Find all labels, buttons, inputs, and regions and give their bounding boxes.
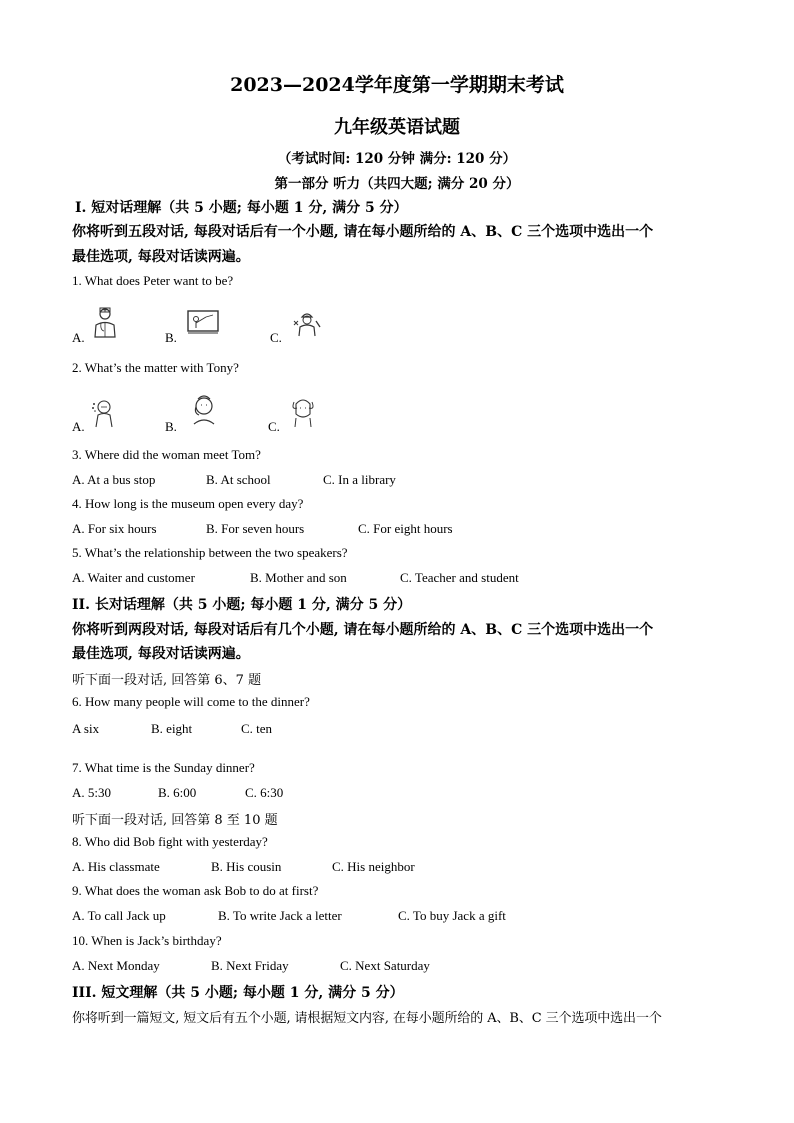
q9-option-b: B. To write Jack a letter [218,908,342,923]
section2-instructions-line1: 你将听到两段对话, 每段对话后有几个小题, 请在每小题所给的 A、B、C 三个选项中选出一个 [72,622,654,638]
question-6: 6. How many people will come to the dinner? [72,694,310,709]
question-1: 1. What does Peter want to be? [72,273,234,288]
q6-option-c: C. ten [241,721,273,736]
q10-option-a: A. Next Monday [72,958,160,973]
q7-option-b: B. 6:00 [158,785,197,800]
question-3: 3. Where did the woman meet Tom? [72,447,261,462]
question-7: 7. What time is the Sunday dinner? [72,760,255,775]
section1-instructions-line1: 你将听到五段对话, 每段对话后有一个小题, 请在每小题所给的 A、B、C 三个选项中选出一个 [72,224,654,240]
section1-heading: Ⅰ. 短对话理解（共 5 小题; 每小题 1 分, 满分 5 分） [75,200,408,216]
q9-option-c: C. To buy Jack a gift [398,908,506,923]
q6-option-a: A six [72,721,100,736]
q5-option-c: C. Teacher and student [400,570,519,585]
question-2: 2. What’s the matter with Tony? [72,360,239,375]
q1-option-c: C. [270,330,282,345]
question-4: 4. How long is the museum open every day? [72,496,304,511]
teacher-icon [186,309,220,335]
q8-option-a: A. His classmate [72,859,160,874]
exam-info: （考试时间: 120 分钟 满分: 120 分） [277,151,517,167]
q5-option-b: B. Mother and son [250,570,347,585]
cough-icon [90,398,118,428]
q7-option-a: A. 5:30 [72,785,111,800]
q6-option-b: B. eight [151,721,193,736]
q9-option-a: A. To call Jack up [72,908,166,923]
q5-option-a: A. Waiter and customer [72,570,195,585]
q8-option-b: B. His cousin [211,859,282,874]
question-8: 8. Who did Bob fight with yesterday? [72,834,268,849]
engineer-icon [292,309,322,337]
section2-instructions-line2: 最佳选项, 每段对话读两遍。 [72,646,250,662]
q4-option-c: C. For eight hours [358,521,453,536]
q2-option-b: B. [165,419,177,434]
headache-icon [288,394,318,428]
q10-option-c: C. Next Saturday [340,958,430,973]
exam-title: 2023—2024学年度第一学期期末考试 [230,74,564,96]
q4-option-b: B. For seven hours [206,521,305,536]
q1-option-a: A. [72,330,85,345]
q7-option-c: C. 6:30 [245,785,284,800]
q4-option-a: A. For six hours [72,521,157,536]
doctor-icon [90,306,120,338]
q8-option-c: C. His neighbor [332,859,415,874]
q2-option-a: A. [72,419,85,434]
section2-heading: II. 长对话理解（共 5 小题; 每小题 1 分, 满分 5 分） [72,597,412,613]
section2-intro-2: 听下面一段对话, 回答第 8 至 10 题 [72,813,278,828]
question-5: 5. What’s the relationship between the two speakers? [72,545,348,560]
exam-subtitle: 九年级英语试题 [334,117,460,138]
q3-option-a: A. At a bus stop [72,472,156,487]
part-one-heading: 第一部分 听力（共四大题; 满分 20 分） [274,176,520,192]
toothache-icon [190,393,218,425]
section3-instructions-line1: 你将听到一篇短文, 短文后有五个小题, 请根据短文内容, 在每小题所给的 A、B、C 三个选项中选出一个 [72,1011,662,1026]
q3-option-b: B. At school [206,472,271,487]
section3-heading: III. 短文理解（共 5 小题; 每小题 1 分, 满分 5 分） [72,985,404,1001]
q1-option-b: B. [165,330,177,345]
question-10: 10. When is Jack’s birthday? [72,933,222,948]
q10-option-b: B. Next Friday [211,958,289,973]
section1-instructions-line2: 最佳选项, 每段对话读两遍。 [72,249,250,265]
question-9: 9. What does the woman ask Bob to do at first? [72,883,319,898]
q3-option-c: C. In a library [323,472,396,487]
section2-intro-1: 听下面一段对话, 回答第 6、7 题 [72,673,262,688]
q2-option-c: C. [268,419,280,434]
